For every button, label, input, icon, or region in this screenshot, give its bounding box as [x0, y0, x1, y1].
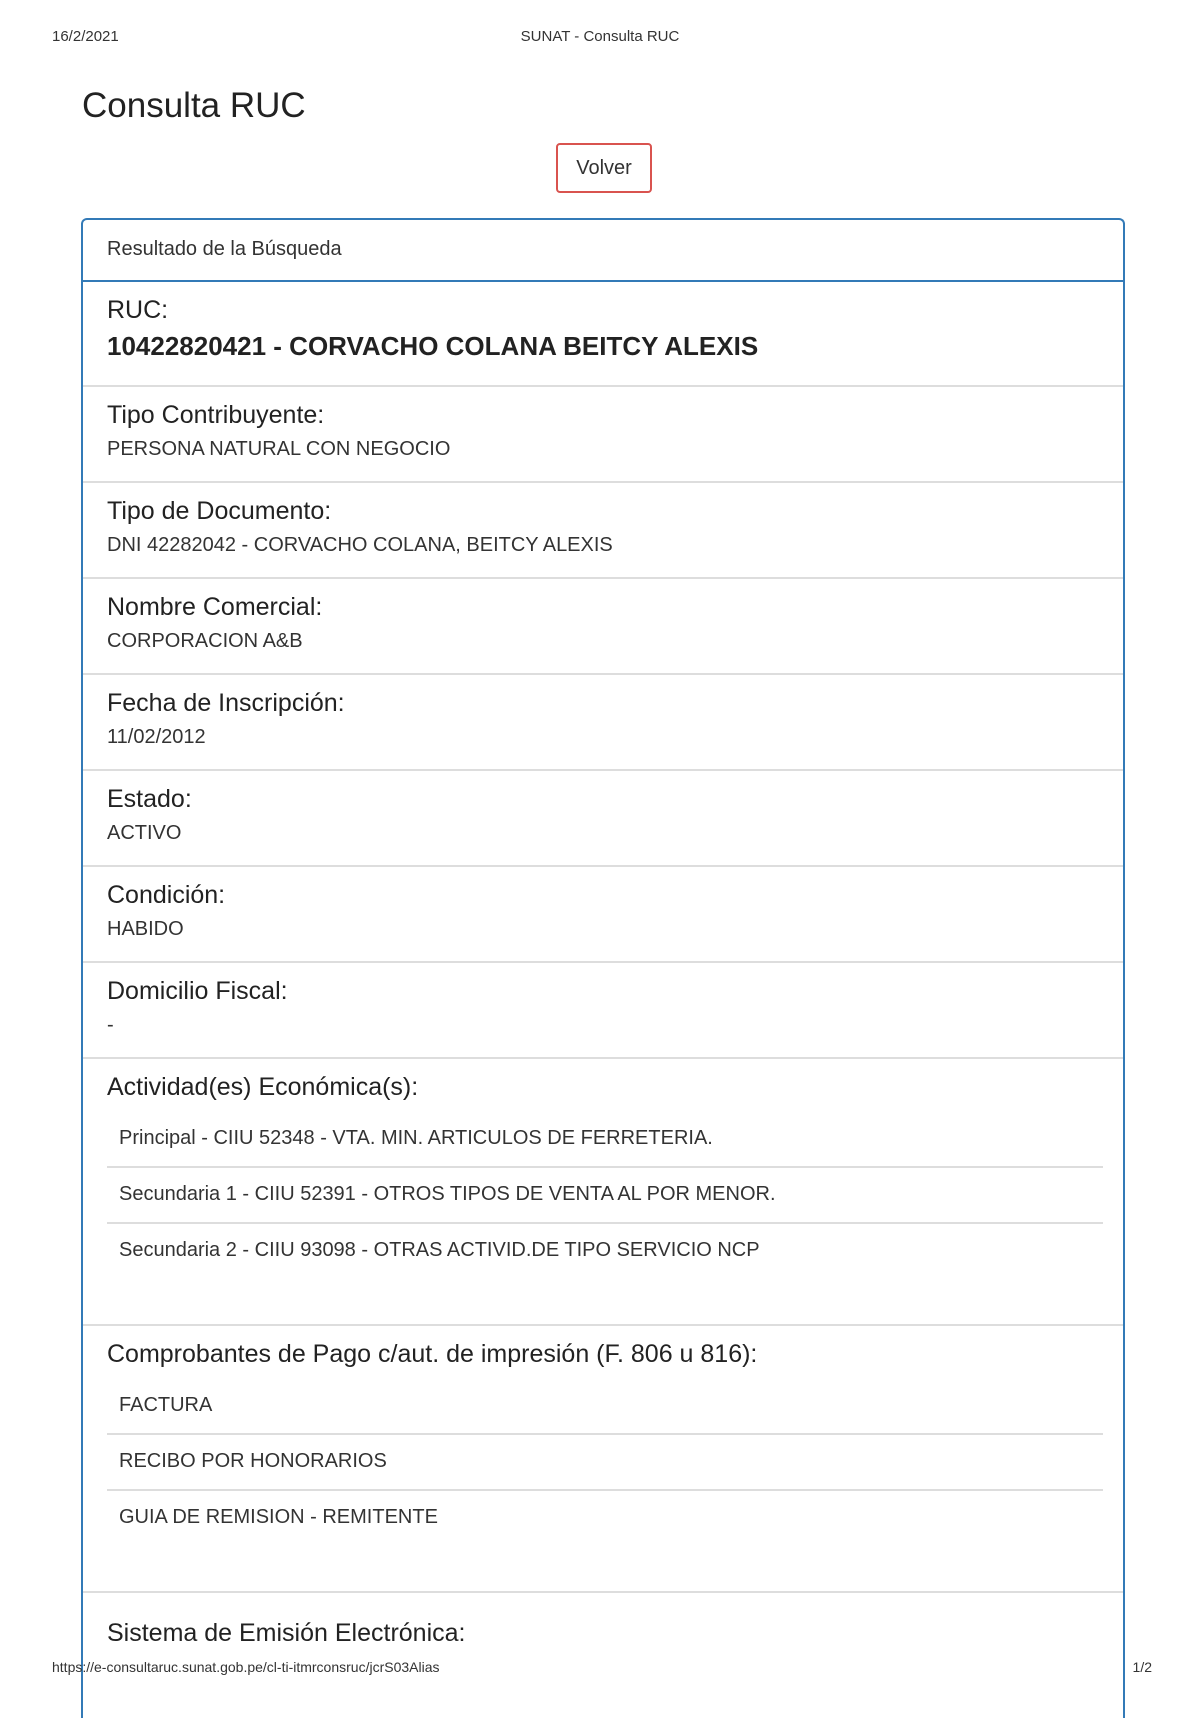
back-button[interactable]: Volver: [556, 143, 652, 193]
print-title: SUNAT - Consulta RUC: [520, 28, 680, 45]
print-date: 16/2/2021: [52, 28, 119, 45]
condicion-item: [83, 867, 1123, 963]
tipo-documento-item: [83, 483, 1123, 579]
comprobante-row: RECIBO POR HONORARIOS: [107, 1435, 1103, 1491]
actividad-row: Principal - CIIU 52348 - VTA. MIN. ARTICULOS DE FERRETERIA.: [107, 1112, 1103, 1168]
result-panel: [81, 218, 1125, 1718]
print-header: [0, 28, 1200, 50]
nombre-comercial-item: [83, 579, 1123, 675]
ruc-value: 10422820421 - CORVACHO COLANA BEITCY ALEXIS: [107, 331, 759, 361]
estado-value: ACTIVO: [107, 822, 182, 844]
comprobante-row: FACTURA: [107, 1379, 1103, 1435]
tipo-contribuyente-label: Tipo Contribuyente:: [107, 401, 325, 429]
actividades-label: Actividad(es) Económica(s):: [107, 1073, 419, 1101]
actividades-list: [107, 1112, 1103, 1280]
fecha-inscripcion-label: Fecha de Inscripción:: [107, 689, 345, 717]
nombre-comercial-value: CORPORACION A&B: [107, 630, 303, 652]
tipo-documento-value: DNI 42282042 - CORVACHO COLANA, BEITCY ALEXIS: [107, 534, 613, 556]
actividad-row: Secundaria 1 - CIIU 52391 - OTROS TIPOS DE VENTA AL POR MENOR.: [107, 1168, 1103, 1224]
sistema-emision-label: Sistema de Emisión Electrónica:: [107, 1619, 466, 1647]
condicion-label: Condición:: [107, 881, 226, 909]
tipo-contribuyente-item: [83, 387, 1123, 483]
ruc-label: RUC:: [107, 296, 169, 324]
footer-page-number: 1/2: [1132, 1659, 1152, 1675]
actividad-row: Secundaria 2 - CIIU 93098 - OTRAS ACTIVID.DE TIPO SERVICIO NCP: [119, 1239, 760, 1261]
comprobante-row: GUIA DE REMISION - REMITENTE: [119, 1506, 438, 1528]
comprobantes-label: Comprobantes de Pago c/aut. de impresión (F. 806 u 816):: [107, 1340, 758, 1368]
domicilio-fiscal-label: Domicilio Fiscal:: [107, 977, 288, 1005]
comprobantes-item: [83, 1326, 1123, 1593]
page-title: Consulta RUC: [82, 86, 306, 125]
estado-label: Estado:: [107, 785, 192, 813]
panel-heading: Resultado de la Búsqueda: [83, 220, 1123, 282]
tipo-contribuyente-value: PERSONA NATURAL CON NEGOCIO: [107, 438, 451, 460]
domicilio-fiscal-item: [83, 963, 1123, 1059]
tipo-documento-label: Tipo de Documento:: [107, 497, 332, 525]
estado-item: [83, 771, 1123, 867]
print-footer: [0, 1659, 1200, 1679]
comprobantes-list: [107, 1379, 1103, 1547]
domicilio-fiscal-value: -: [107, 1014, 114, 1036]
actividades-item: [83, 1059, 1123, 1326]
fecha-inscripcion-item: [83, 675, 1123, 771]
fecha-inscripcion-value: 11/02/2012: [107, 726, 206, 748]
nombre-comercial-label: Nombre Comercial:: [107, 593, 323, 621]
ruc-item: [83, 282, 1123, 387]
footer-url: https://e-consultaruc.sunat.gob.pe/cl-ti-itmrconsruc/jcrS03Alias: [52, 1659, 440, 1675]
condicion-value: HABIDO: [107, 918, 184, 940]
